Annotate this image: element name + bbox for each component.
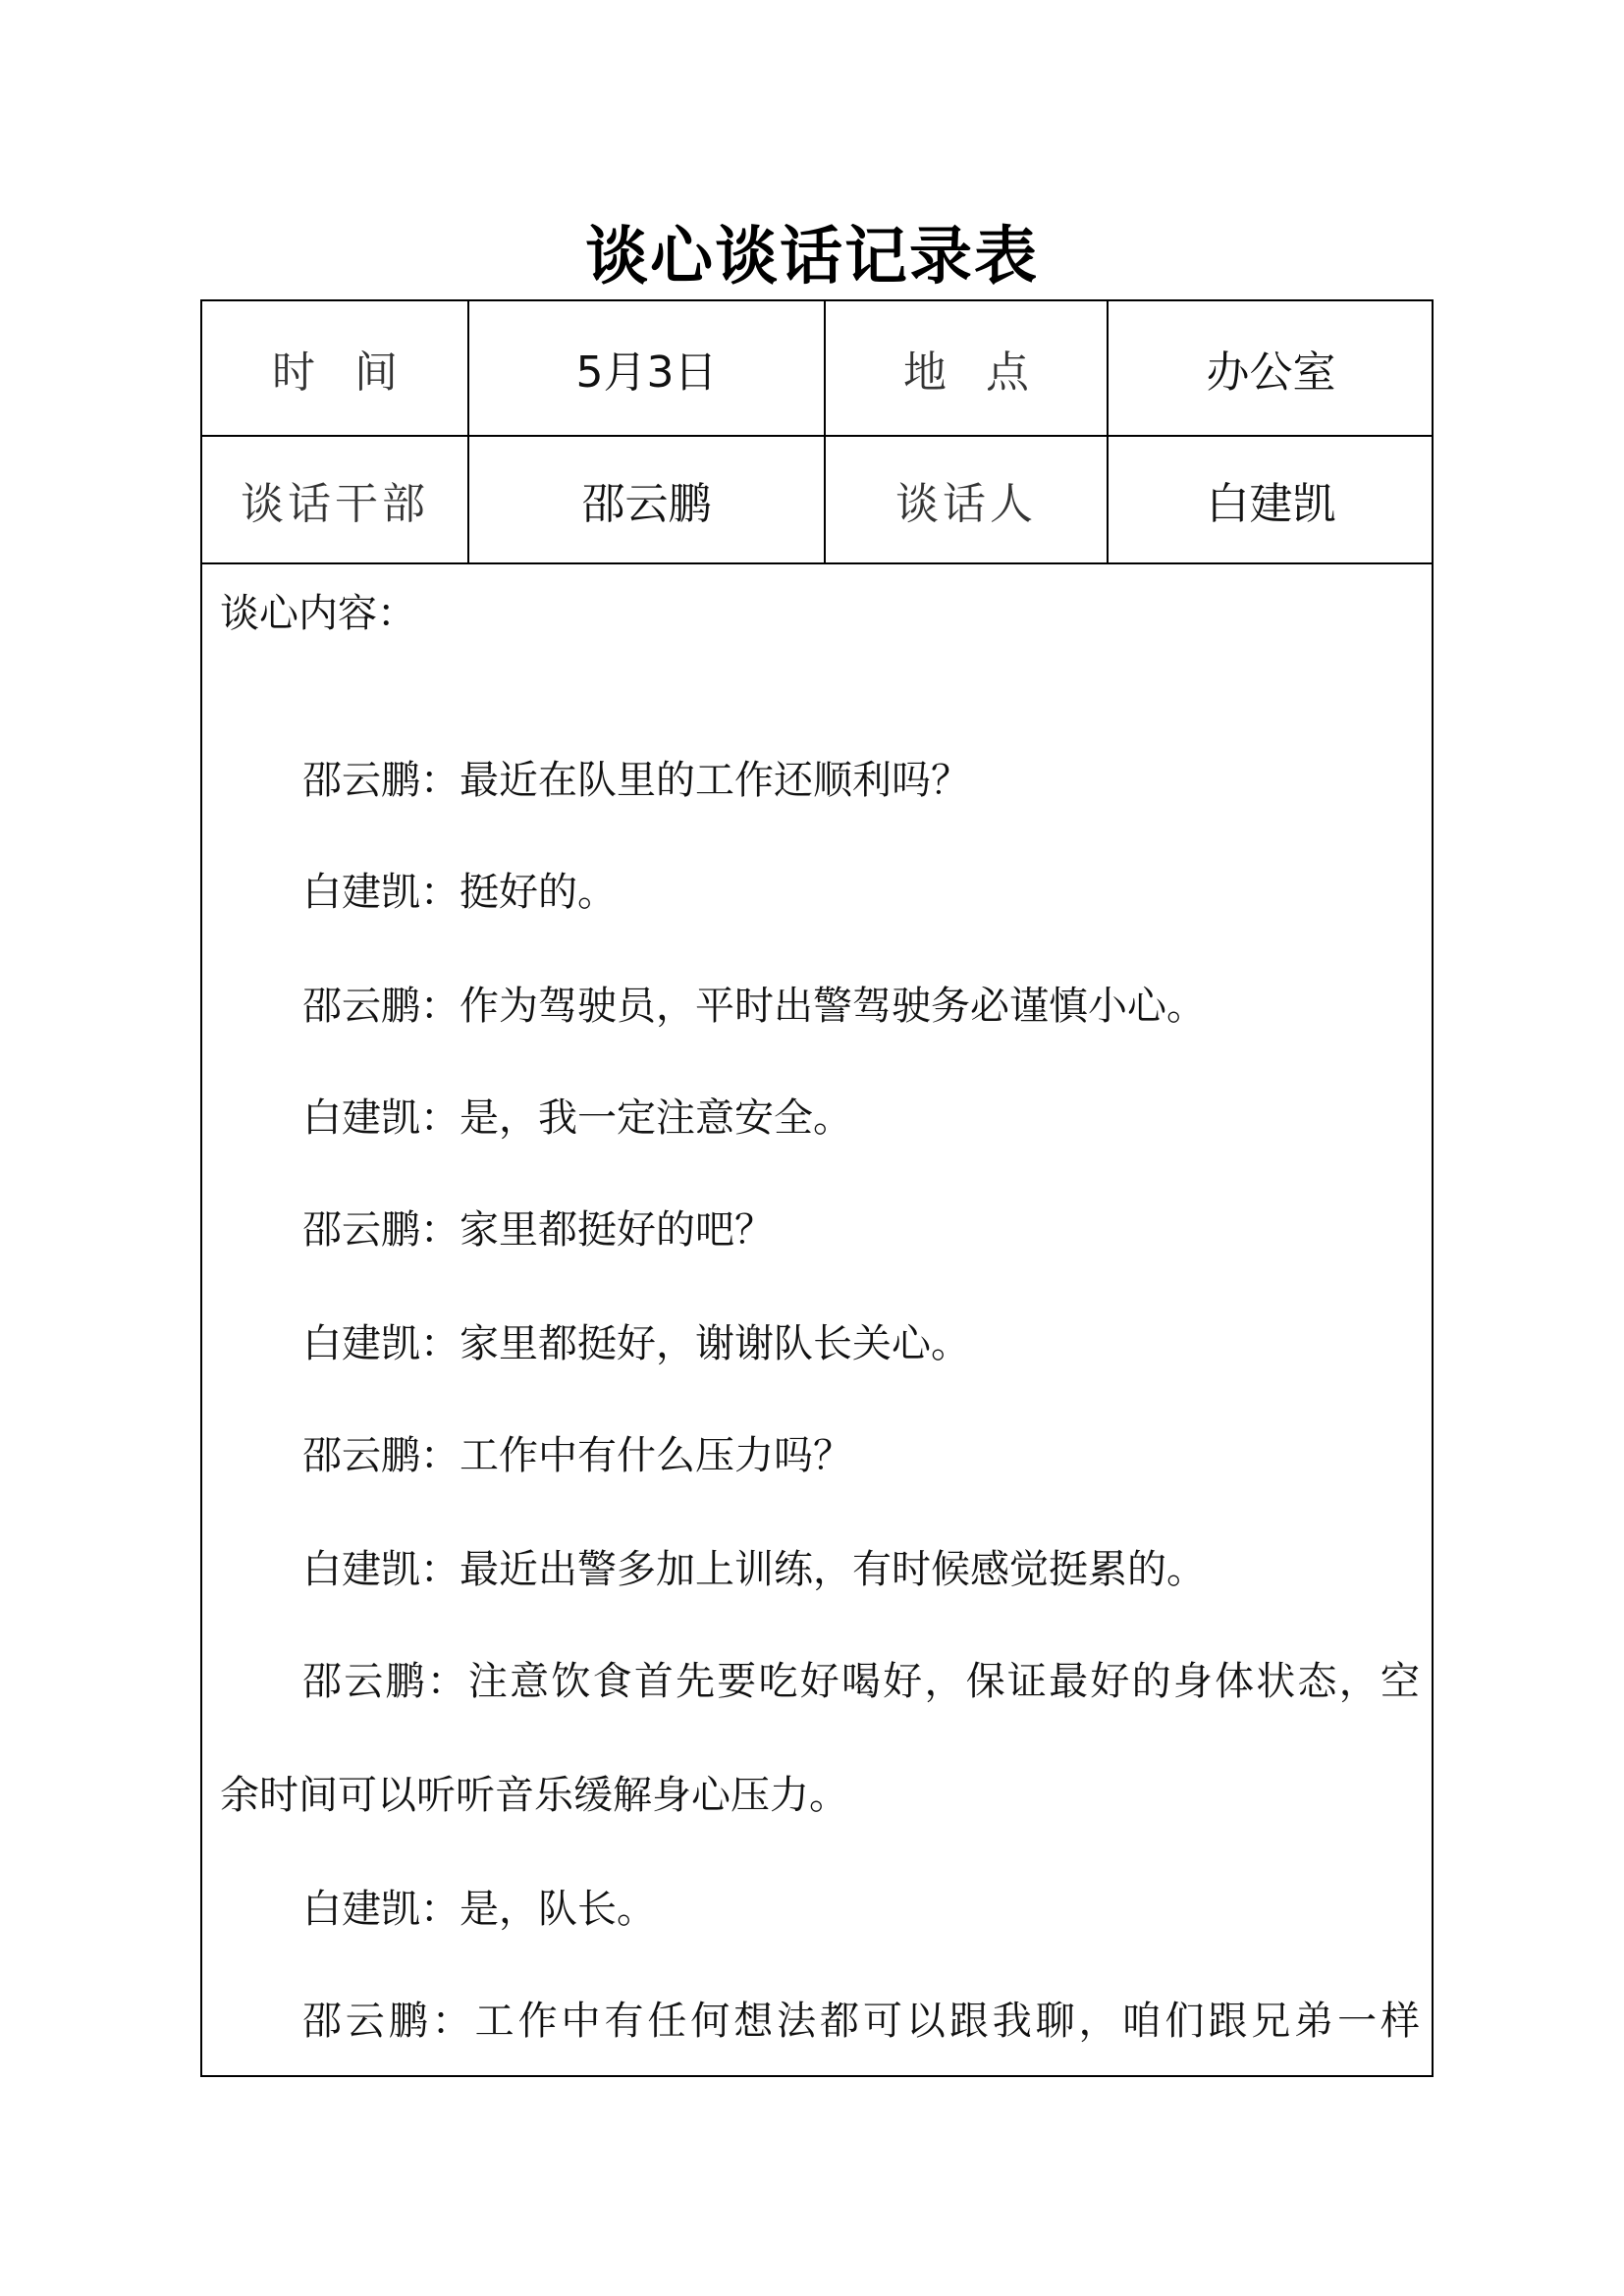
dialogue-line: 邵云鹏：工作中有什么压力吗？ (302, 1433, 852, 1478)
talk-cadre-label: 谈话干部 (241, 479, 429, 529)
dialogue-line: 邵云鹏：注意饮食首先要吃好喝好，保证最好的身体状态，空 (302, 1659, 1420, 1704)
content-label: 谈心内容： (220, 591, 416, 636)
dialogue-line: 邵云鹏：作为驾驶员，平时出警驾驶务必谨慎小心。 (302, 984, 1206, 1029)
dialogue-line-continuation: 余时间可以听听音乐缓解身心压力。 (220, 1773, 848, 1818)
page-title: 谈心谈话记录表 (585, 221, 1039, 294)
place-label: 地点 (903, 347, 1068, 398)
time-value: 5月3日 (575, 347, 718, 398)
time-label: 时间 (272, 347, 437, 398)
talk-cadre-value: 邵云鹏 (581, 479, 712, 529)
dialogue-line: 白建凯：挺好的。 (302, 870, 617, 915)
record-table (200, 299, 1434, 2077)
dialogue-line: 白建凯：最近出警多加上训练，有时候感觉挺累的。 (302, 1547, 1206, 1592)
talker-value: 白建凯 (1206, 479, 1336, 529)
dialogue-line: 邵云鹏：最近在队里的工作还顺利吗？ (302, 758, 970, 803)
talker-label: 谈话人 (895, 479, 1037, 529)
dialogue-line: 邵云鹏：家里都挺好的吧？ (302, 1207, 774, 1253)
dialogue-line: 白建凯：家里都挺好，谢谢队长关心。 (302, 1321, 970, 1366)
row-divider (202, 562, 1432, 564)
dialogue-line: 白建凯：是，队长。 (302, 1887, 656, 1932)
dialogue-line: 白建凯：是，我一定注意安全。 (302, 1095, 852, 1141)
dialogue-line: 邵云鹏：工作中有任何想法都可以跟我聊，咱们跟兄弟一样 (302, 1999, 1420, 2044)
place-value: 办公室 (1206, 347, 1336, 398)
